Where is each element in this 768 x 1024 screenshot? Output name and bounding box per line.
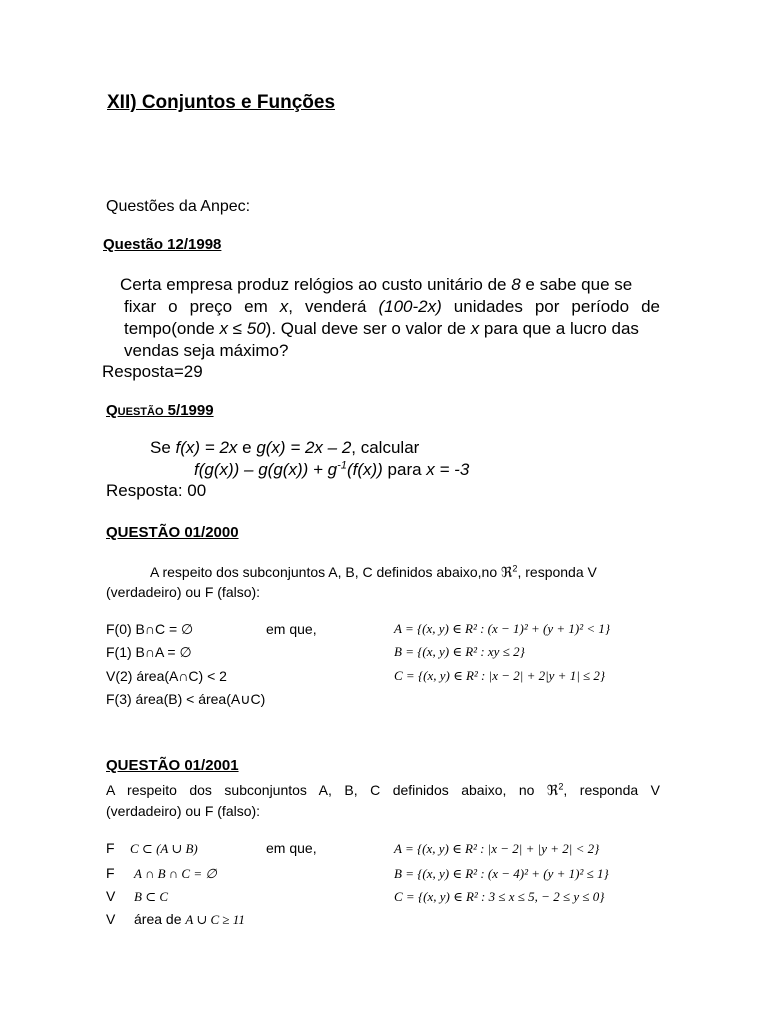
question-4-def-a: A = {(x, y) ∈ R² : |x − 2| + |y + 2| < 2}	[394, 841, 600, 856]
question-3-item-3: F(3) área(B) < área(A∪C)	[106, 691, 266, 707]
question-2-line-2: $f(g(x)) - g(g(x)) + g^{-1}(f(x))$ para x = -3	[194, 459, 470, 479]
page-title: XII) Conjuntos e Funções	[107, 92, 336, 113]
question-4-def-c: C = {(x, y) ∈ R² : 3 ≤ x ≤ 5, − 2 ≤ y ≤ 0}	[394, 889, 605, 904]
question-4-item-1-expr: A ∩ B ∩ C = ∅	[134, 866, 217, 881]
question-1-line-4: vendas seja máximo?	[124, 341, 289, 360]
question-1-line-3: tempo(onde x ≤ 50). Qual deve ser o valor de x para que a lucro das	[124, 319, 639, 338]
question-4-item-0-mark: F	[106, 840, 115, 856]
question-3-heading: QUESTÃO 01/2000	[106, 524, 239, 541]
question-1-heading: Questão 12/1998	[103, 236, 222, 253]
question-3-def-b: B = {(x, y) ∈ R² : xy ≤ 2}	[394, 644, 525, 659]
question-3-def-a: A = {(x, y) ∈ R² : (x − 1)² + (y + 1)² < 1}	[394, 621, 611, 636]
intro-text: Questões da Anpec:	[106, 198, 251, 215]
question-4-item-3-mark: V	[106, 911, 116, 927]
question-4-item-3-expr: área de A ∪ C ≥ 11	[134, 911, 245, 927]
question-4-item-0-expr: C ⊂ (A ∪ B)	[130, 841, 198, 856]
question-1-answer: Resposta=29	[102, 362, 203, 381]
question-4-intro-line-2: (verdadeiro) ou F (falso):	[106, 803, 261, 819]
question-4-item-2-expr: B ⊂ C	[134, 889, 169, 904]
question-1-line-2: fixar o preço em x, venderá (100-2x) unidades por período de	[124, 297, 660, 316]
question-4-heading: QUESTÃO 01/2001	[106, 757, 239, 774]
question-3-def-c: C = {(x, y) ∈ R² : |x − 2| + 2|y + 1| ≤ 2}	[394, 668, 606, 683]
question-4-em-que: em que,	[266, 840, 317, 856]
question-3-intro-line-2: (verdadeiro) ou F (falso):	[106, 584, 261, 600]
question-2-heading: QUESTÃO 5/1999	[106, 402, 214, 419]
question-3-intro-line-1: A respeito dos subconjuntos A, B, C definidos abaixo,no ℜ$^2$, responda V	[150, 563, 597, 580]
question-2-answer: Resposta: 00	[106, 481, 207, 500]
question-4-item-2-mark: V	[106, 888, 116, 904]
question-3-item-2: V(2) área(A∩C) < 2	[106, 668, 227, 684]
question-3-em-que: em que,	[266, 621, 317, 637]
question-3-item-0: F(0) B∩C = ∅	[106, 621, 194, 637]
question-3-item-1: F(1) B∩A = ∅	[106, 644, 192, 660]
question-4-def-b: B = {(x, y) ∈ R² : (x − 4)² + (y + 1)² ≤ 1}	[394, 866, 609, 881]
question-2-line-1: Se f(x) = 2x e g(x) = 2x – 2, calcular	[150, 438, 420, 457]
question-4-intro-line-1: A respeito dos subconjuntos A, B, C definidos abaixo, no ℜ$^2$, responda V	[106, 781, 661, 798]
question-4-item-1-mark: F	[106, 865, 115, 881]
question-1-line-1: Certa empresa produz relógios ao custo unitário de 8 e sabe que se	[120, 275, 633, 294]
